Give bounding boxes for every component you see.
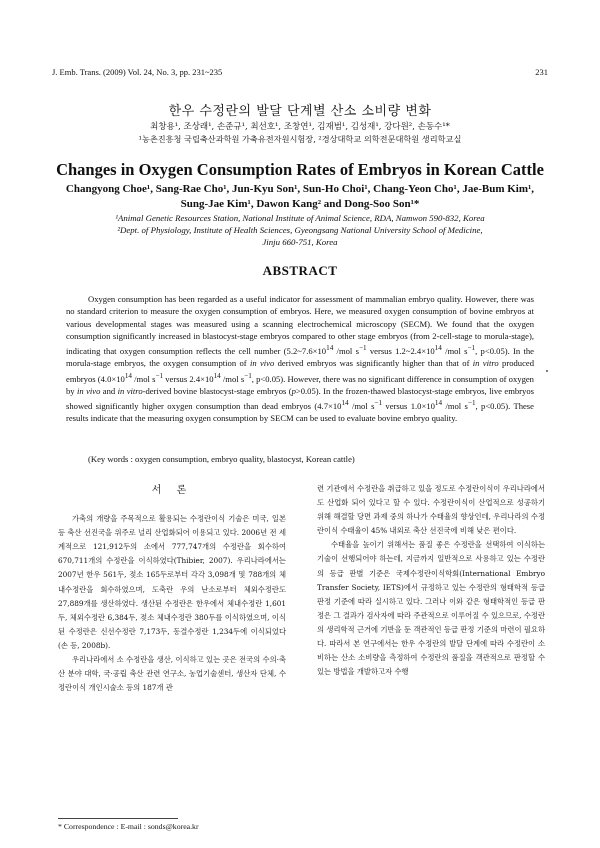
intro-paragraph-4: 수태율을 높이기 위해서는 품질 좋은 수정란을 선택하여 이식하는 기술이 선행되어야 하는데, 지금까지 일반적으로 사용하고 있는 수정란의 등급 판별 기준은 국제수정란이식학회(International Embryo Transfer Society, IETS)에서 규정하고 있는 수정란의 형태학적 등급 판정 기준에 따라 실시하고 있다. 그러나 이와 같은 형태학적인 등급 판정은 그 결과가 검사자에 따라 주관적으로 이루어질 수 있으므로, 수정란의 생리학적 근거에 기반을 둔 객관적인 등급 판정 기준의 마련이 필요하다. 따라서 본 연구에서는 한우 수정란의 발달 단계에 따라 수정란이 소비하는 산소 소비량을 측정하여 수정란의 품질을 객관적으로 판정할 수 있는 방법을 개발하고자 수행 xyxy=(317,540,545,677)
authors-line-1: Changyong Choe¹, Sang-Rae Cho¹, Jun-Kyu Son¹, Sun-Ho Choi¹, Chang-Yeon Cho¹, Jae-Bum Kim¹, xyxy=(65,183,535,195)
section-heading-introduction: 서 론 xyxy=(151,485,193,496)
intro-paragraph-3: 련 기관에서 수정란을 취급하고 있을 정도로 수정란이식이 우리나라에서도 산업화 되어 있다고 할 수 있다. 수정란이식이 산업적으로 성공하기 위해 해결할 당면 과제 중의 하나가 수태율의 향상인데, 우리나라의 수정란이식 수태율이 45% 내외로 축산 선진국에 비해 낮은 편이다. xyxy=(317,484,545,536)
english-authors xyxy=(60,182,540,212)
intro-paragraph-1: 가축의 개량을 주목적으로 활용되는 수정란이식 기술은 미국, 일본 등 축산 선진국을 위주로 널리 산업화되어 이용되고 있다. 2006년 전 세계적으로 121,912두의 소에서 777,747개의 수정란을 회수하여 670,711개의 수정란을 이식하였다(Thibier, 2007). 우리나라에서는 2007년 한우 561두, 젖소 165두로부터 각각 3,098개 및 788개의 체내수정란을 회수하였으며, 도축란 우의 난소로부터 체외수정란도 27,889개를 생산하였다. 생산된 수정란은 한우에서 체내수정란 1,601두, 체외수정란 6,384두, 젖소 체내수정란 380두를 이식하였으며, 이식된 수정란은 신선수정란 7,173두, 동결수정란 1,234두에 이식되었다(손 등, 2008b). xyxy=(58,514,286,650)
body-column-left xyxy=(58,482,286,695)
margin-mark xyxy=(546,370,548,372)
affiliation-line-3: Jinju 660-751, Korea xyxy=(262,237,338,247)
journal-citation: J. Emb. Trans. (2009) Vol. 24, No. 3, pp. 231~235 xyxy=(52,67,223,77)
intro-paragraph-2: 우리나라에서 소 수정란을 생산, 이식하고 있는 곳은 전국의 수의·축산 분야 대학, 국·공립 축산 관련 연구소, 농업기술센터, 생산자 단체, 수정란이식 개인시술소 등의 187개 관 xyxy=(58,655,286,693)
keywords: (Key words : oxygen consumption, embryo quality, blastocyst, Korean cattle) xyxy=(88,454,355,464)
footnote-rule xyxy=(58,818,178,819)
body-column-right xyxy=(317,482,545,679)
affiliation-line-2: ²Dept. of Physiology, Institute of Health Sciences, Gyeongsang National University School of Medicine, xyxy=(117,225,483,235)
page-number: 231 xyxy=(535,67,548,77)
english-affiliations xyxy=(60,212,540,248)
korean-authors: 최창용¹, 조상래¹, 손준규¹, 최선호¹, 조창연¹, 김재범¹, 김성재¹, 강다원², 손동수¹* xyxy=(150,122,450,132)
abstract-body: Oxygen consumption has been regarded as a useful indicator for assessment of mammalian embryo quality. However, there was no standard criterion to measure the oxygen consumption of embryos. Here, we measured oxygen consumption of bovine embryos at various developmental stages was measured using a scanning electrochemical microscopy (SECM). We found that the oxygen consumption significantly increased in blastocyst-stage embryos compared to other stage embryos (from 2-cell-stage to morula-stage), indicating that oxygen consumption reflects the cell number ($5.2\sim 7.6\times 10^{14}$ /mol $s^{-1}$ versus $1.2\sim 2.4\times 10^{14}$ /mol $s^{-1}$, p<0.05). In the morula-stage embryos, the oxygen consumption of in vivo derived embryos was significantly higher than that of in vitro produced embryos ($4.0\times 10^{14}$ /mol $s^{-1}$ versus $2.4\times 10^{14}$ /mol $s^{-1}$, p<0.05). However, there was no significant difference in consumption of oxygen by in vivo and in vitro-derived bovine blastocyst-stage embryos (p>0.05). In the frozen-thawed blastocyst-stage embryos, live embryos showed significantly higher oxygen consumption than dead embryos ($4.7\times 10^{14}$ /mol $s^{-1}$ versus $1.0\times 10^{14}$ /mol $s^{-1}$, p<0.05). These results indicate that the measuring oxygen consumption by SECM can be used to evaluate bovine embryo quality. xyxy=(66,294,535,424)
affiliation-line-1: ¹Animal Genetic Resources Station, National Institute of Animal Science, RDA, Namwon 590-832, Korea xyxy=(115,213,485,223)
correspondence-footnote: * Correspondence : E-mail : sonds@korea.kr xyxy=(58,822,199,831)
korean-affiliation: ¹농촌진흥청 국립축산과학원 가축유전자원시험장, ²경상대학교 의학전문대학원 생리학교실 xyxy=(138,134,462,144)
authors-line-2: Sung-Jae Kim¹, Dawon Kang² and Dong-Soo Son¹* xyxy=(180,198,420,210)
korean-title: 한우 수정란의 발달 단계별 산소 소비량 변화 xyxy=(168,104,432,119)
abstract-heading: ABSTRACT xyxy=(262,263,338,278)
english-title: Changes in Oxygen Consumption Rates of Embryos in Korean Cattle xyxy=(56,160,544,179)
